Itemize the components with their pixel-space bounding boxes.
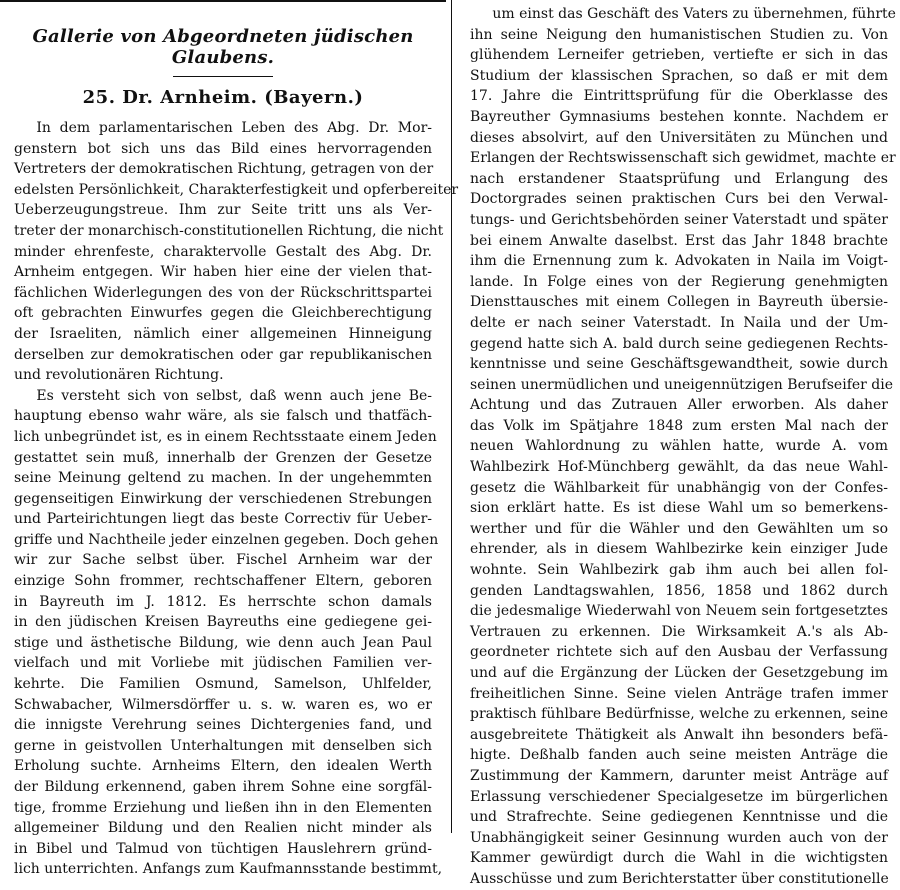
text-line: tungs- und Gerichtsbehörden seiner Vaterstadt und später: [470, 211, 888, 228]
text-line: Kammer gewürdigt durch die Wahl in die wichtigsten: [470, 850, 888, 867]
text-line: praktisch fühlbare Bedürfnisse, welche zu erkennen, seine: [470, 706, 888, 723]
text-line: genden Landtagswahlen, 1856, 1858 und 1862 durch: [470, 582, 888, 599]
column-divider: [451, 0, 452, 833]
text-line: bei einem Anwalte daselbst. Erst das Jahr 1848 brachte: [470, 232, 888, 249]
text-line: oft gebrachten Einwurfes gegen die Gleichberechtigung: [14, 305, 432, 322]
text-line: ihm die Ernennung zum k. Advokaten in Naila im Voigt-: [470, 253, 888, 270]
text-line: Wahlbezirk Hof-Münchberg gewählt, da das neue Wahl-: [470, 459, 888, 476]
text-line: treter der monarchisch-constitutionellen Richtung, die nicht: [14, 222, 444, 239]
text-line: und revolutionären Richtung.: [14, 367, 224, 384]
text-line: wohnte. Sein Wahlbezirk gab ihm auch bei allen fol-: [470, 562, 888, 579]
text-line: gesetz die Wählbarkeit für unabhängig von der Confes-: [470, 479, 888, 496]
header-rule: [173, 76, 273, 77]
text-line: gestattet sein muß, innerhalb der Grenzen der Gesetze: [14, 449, 432, 466]
text-line: Erholung suchte. Arnheims Eltern, den idealen Werth: [14, 758, 432, 775]
text-line: der Israeliten, nämlich einer allgemeinen Hinneigung: [14, 325, 432, 342]
text-line: das Volk im Spätjahre 1848 zum ersten Mal nach der: [470, 417, 888, 434]
text-line: seine Meinung geltend zu machen. In der ungehemmten: [14, 470, 432, 487]
text-line: kehrte. Die Familien Osmund, Samelson, Uhlfelder,: [14, 676, 432, 693]
text-line: vielfach und mit Vorliebe mit jüdischen Familien ver-: [14, 655, 432, 672]
text-line: derselben zur demokratischen oder gar republikanischen: [14, 346, 432, 363]
paragraph: [14, 386, 443, 880]
text-line: In dem parlamentarischen Leben des Abg. Dr. Mor-: [36, 120, 432, 136]
text-line: fächlichen Widerlegungen des von der Rückschrittspartei: [14, 284, 432, 301]
text-line: Vertreters der demokratischen Richtung, getragen von der: [14, 161, 434, 178]
text-line: und Parteirichtungen liegt das beste Correctiv für Ueber-: [14, 511, 432, 528]
text-line: einzige Sohn frommer, rechtschaffener Eltern, geboren: [14, 573, 432, 590]
text-line: lande. In Folge eines von der Regierung genehmigten: [470, 273, 888, 290]
text-line: Schwabacher, Wilmersdörffer u. s. w. waren es, wo er: [14, 696, 432, 713]
text-line: higte. Deßhalb fanden auch seine meisten Anträge die: [470, 747, 888, 764]
text-line: ehrender, als in diesem Wahlbezirke kein einziger Jude: [470, 541, 888, 558]
text-line: glühendem Lerneifer getrieben, vertiefte er sich in das: [470, 47, 888, 64]
text-line: ausgebreitete Thätigkeit als Anwalt ihn besonders befä-: [470, 726, 888, 743]
text-line: um einst das Geschäft des Vaters zu übernehmen, führte: [492, 6, 896, 22]
text-line: wir zur Sache selbst über. Fischel Arnheim war der: [14, 552, 432, 569]
text-line: Es versteht sich von selbst, daß wenn auch jene Be-: [36, 387, 432, 404]
text-line: Zustimmung der Kammern, darunter meist Anträge auf: [470, 767, 888, 784]
text-line: minder ehrenfeste, charaktervolle Gestalt des Abg. Dr.: [14, 243, 432, 260]
text-line: Erlangen der Rechtswissenschaft sich gewidmet, machte er: [470, 150, 896, 167]
text-line: 17. Jahre die Eintrittsprüfung für die Oberklasse des: [470, 88, 888, 105]
text-line: Doctorgrades seinen praktischen Curs bei den Verwal-: [470, 191, 888, 208]
paragraph: [14, 118, 459, 386]
text-line: kenntnisse und seine Geschäftsgewandtheit, sowie durch: [470, 356, 888, 373]
article-title: 25. Dr. Arnheim. (Bayern.): [82, 87, 364, 108]
text-line: allgemeiner Bildung und den Realien nicht minder als: [14, 820, 432, 837]
paragraph: [470, 4, 896, 890]
text-line: Studium der klassischen Sprachen, so daß er mit dem: [470, 67, 888, 84]
text-line: stige und ästhetische Bildung, wie denn auch Jean Paul: [14, 634, 432, 651]
text-line: delte er nach seiner Vaterstadt. In Naila und der Um-: [470, 314, 888, 331]
text-line: lich unbegründet ist, es in einem Rechtsstaate einem Jeden: [14, 428, 437, 445]
text-line: tige, fromme Erziehung und ließen ihn in den Elementen: [14, 799, 432, 816]
text-line: und Strafrechte. Seine gediegenen Kenntnisse und die: [470, 809, 888, 826]
text-line: seinen unermüdlichen und uneigennützigen Berufseifer die: [470, 376, 894, 393]
text-line: dieses absolvirt, auf den Universitäten zu München und: [470, 129, 888, 146]
right-column: [458, 0, 900, 890]
text-line: Unabhängigkeit seiner Gesinnung wurden auch von der: [470, 829, 888, 846]
text-line: hauptung ebenso wahr wäre, als sie falsch und thatfäch-: [14, 408, 432, 425]
text-line: gegenseitigen Einwirkung der verschiedenen Strebungen: [14, 490, 432, 507]
text-line: ihn seine Neigung den humanistischen Studien zu. Von: [470, 26, 888, 43]
text-line: Diensttausches mit einem Collegen in Bayreuth übersie-: [470, 294, 888, 311]
text-line: Vertrauen zu erkennen. Die Wirksamkeit A.'s als Ab-: [470, 623, 888, 640]
text-line: edelsten Persönlichkeit, Charakterfestigkeit und opferbereiter: [14, 181, 459, 198]
right-column-body: [470, 4, 896, 890]
text-line: Ueberzeugungstreue. Ihm zur Seite tritt uns als Ver-: [14, 202, 432, 219]
text-line: die jedesmalige Wiederwahl von Neuem sein fortgesetztes: [470, 603, 888, 620]
text-line: und auf die Ergänzung der Lücken der Gesetzgebung im: [470, 665, 888, 681]
text-line: Arnheim entgegen. Wir haben hier eine der vielen that-: [14, 264, 432, 281]
text-line: gerne in geistvollen Unterhaltungen mit denselben sich: [14, 737, 432, 754]
left-column-body: [14, 118, 459, 880]
text-line: in Bibel und Talmud von tüchtigen Hauslehrern gründ-: [14, 840, 432, 857]
text-line: Erlassung verschiedener Specialgesetze im bürgerlichen: [470, 788, 888, 805]
gallery-title: Gallerie von Abgeordneten jüdischen Glaubens.: [32, 26, 414, 68]
text-line: lich unterrichten. Anfangs zum Kaufmannsstande bestimmt,: [14, 861, 443, 878]
text-line: Ausschüsse und zum Berichterstatter über constitutionelle: [470, 870, 889, 887]
text-line: genstern bot sich uns das Bild eines hervorragenden: [14, 140, 432, 157]
text-line: sion erklärt hatte. Es ist diese Wahl um so bemerkens-: [470, 500, 888, 517]
text-line: neuen Wahlordnung zu wählen hatte, wurde A. vom: [470, 438, 888, 455]
text-line: die innigste Verehrung seines Dichtergenies fand, und: [14, 717, 432, 734]
text-line: freiheitlichen Sinne. Seine vielen Anträge trafen immer: [470, 685, 888, 702]
text-line: nach erstandener Staatsprüfung und Erlangung des: [470, 170, 888, 187]
text-line: in Bayreuth im J. 1812. Es herrschte schon damals: [14, 593, 432, 610]
text-line: geordneter richtete sich auf den Ausbau der Verfassung: [470, 644, 888, 661]
text-line: der Bildung erkennend, gaben ihrem Sohne eine sorgfäl-: [14, 779, 432, 795]
text-line: Bayreuther Gymnasiums bestehen konnte. Nachdem er: [470, 108, 888, 125]
text-line: griffe und Nachtheile jeder einzelnen gegeben. Doch gehen: [14, 531, 439, 548]
text-line: gegend hatte sich A. bald durch seine gediegenen Rechts-: [470, 335, 888, 352]
text-line: Achtung und das Zutrauen Aller erworben. Als daher: [470, 397, 888, 414]
text-line: in den jüdischen Kreisen Bayreuths eine gediegene gei-: [14, 614, 432, 631]
text-line: werther und für die Wähler und den Gewählten um so: [470, 520, 888, 537]
